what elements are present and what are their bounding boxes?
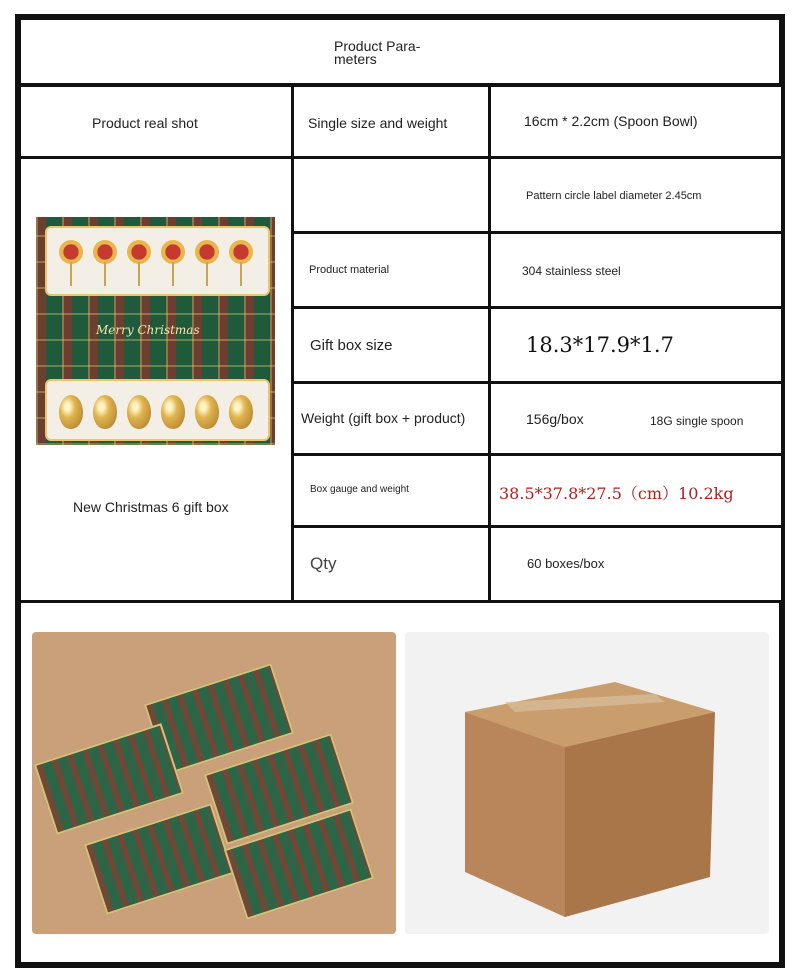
row-value: 38.5*37.8*27.5（cm）10.2kg [499,484,734,503]
value-gift-box-size [491,309,781,381]
value-box-gauge [491,456,781,525]
table-header [21,20,779,83]
label-material [294,234,488,306]
value-weight [491,384,781,453]
label-box-gauge [294,456,488,525]
real-shot-label: Product real shot [92,115,198,131]
row-label: Product material [309,264,390,276]
row-label: Weight (gift box + product) [301,410,466,426]
row-label: Gift box size [310,337,393,354]
row-value: 156g/box [526,411,584,427]
table-title: Product Para- meters [334,38,421,67]
value-single-size [491,87,781,156]
lollipop-window [45,226,270,296]
row-value: 304 stainless steel [522,264,621,278]
spoon-window [45,379,270,441]
row-value: 18.3*17.9*1.7 [526,333,674,357]
row-label: Qty [310,554,337,573]
gift-box-photo [36,217,275,445]
merry-christmas-logo: Merry Christmas [96,323,200,337]
row-value-secondary: 18G single spoon [650,414,744,428]
cardboard-box-image [445,672,725,922]
label-qty [294,528,488,600]
label-weight [294,384,488,453]
product-photo-cell [21,159,291,600]
label-gift-box-size [294,309,488,381]
gift-box-name: New Christmas 6 gift box [73,499,229,515]
row-value: 60 boxes/box [527,556,605,571]
label-single-size [294,87,488,156]
row-label: Box gauge and weight [310,484,409,495]
value-qty [491,528,781,600]
label-empty [294,159,488,231]
real-shot-label-cell [21,87,291,156]
open-carton-photo [32,632,396,934]
row-label: Single size and weight [308,115,448,131]
value-label-diameter [491,159,781,231]
row-value: 16cm * 2.2cm (Spoon Bowl) [524,113,698,129]
sealed-carton-photo [405,632,769,934]
row-value: Pattern circle label diameter 2.45cm [526,190,702,202]
value-material [491,234,781,306]
